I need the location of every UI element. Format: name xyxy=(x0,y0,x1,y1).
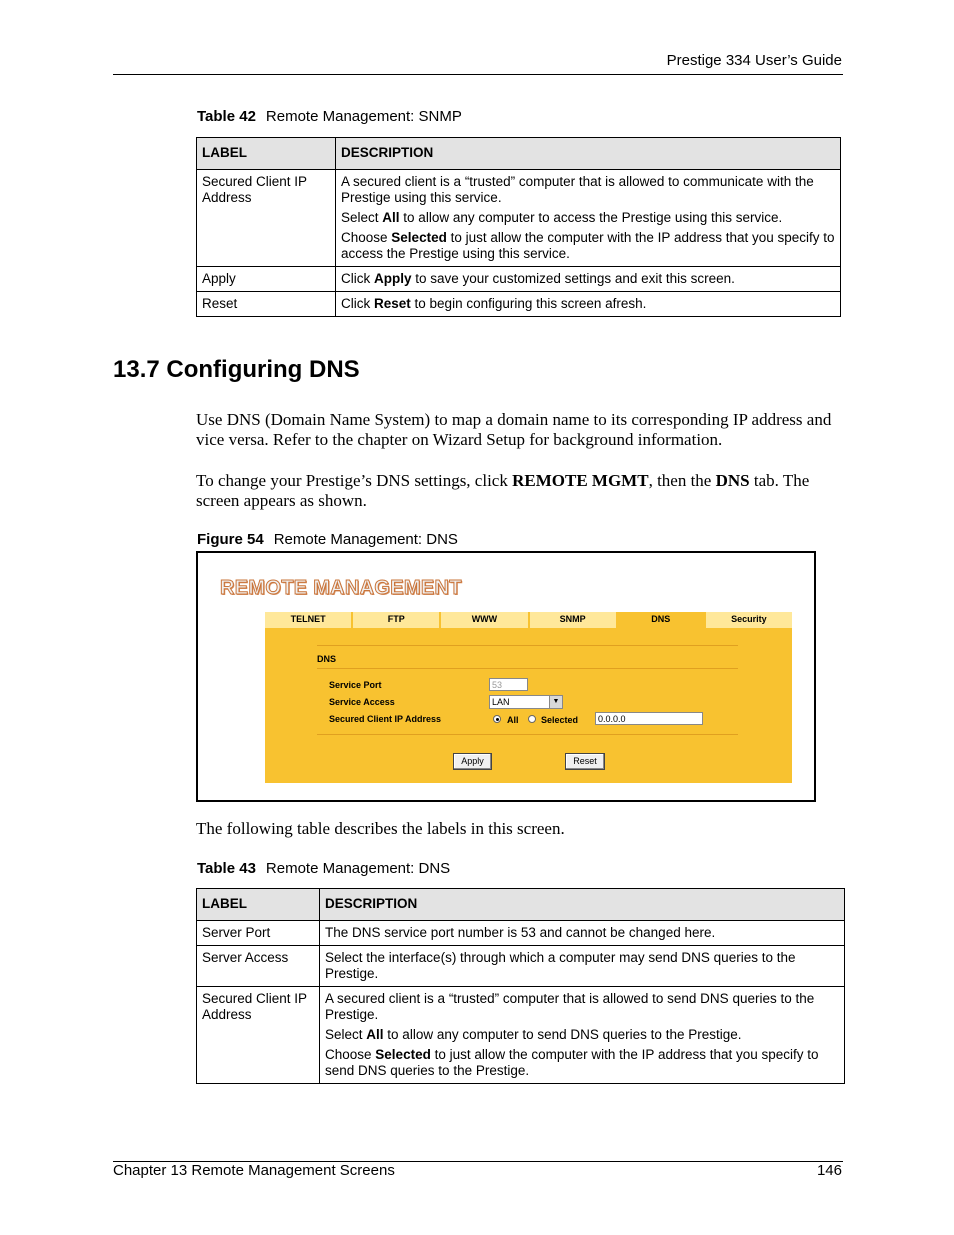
table-row xyxy=(197,946,845,987)
desc-paragraph: Select All to allow any computer to access the Prestige using this service. xyxy=(341,210,783,225)
intro-paragraph: Use DNS (Domain Name System) to map a domain name to its corresponding IP address and vice versa. Refer to the chapter on Wizard Setup for background information. xyxy=(196,410,832,449)
table-row xyxy=(197,987,845,1084)
table-row xyxy=(197,292,841,317)
remote-management-title: REMOTE MANAGEMENT xyxy=(220,577,462,599)
table-header-row xyxy=(197,889,845,921)
row-label: Apply xyxy=(197,267,336,292)
table-intro-paragraph: The following table describes the labels in this screen. xyxy=(196,819,565,838)
secured-client-ip-label: Secured Client IP Address xyxy=(329,714,442,724)
row-description xyxy=(336,170,841,267)
section-heading: 13.7 Configuring DNS xyxy=(113,356,360,383)
desc-paragraph: Choose Selected to just allow the computer with the IP address that you specify to send DNS queries to the Prestige. xyxy=(325,1047,819,1078)
caption-text: Remote Management: DNS xyxy=(273,531,458,548)
row-label: Reset xyxy=(197,292,336,317)
table-42 xyxy=(196,137,841,317)
row-description: Select the interface(s) through which a computer may send DNS queries to the Prestige. xyxy=(320,946,845,987)
figure-54-caption xyxy=(197,531,458,548)
column-header-description: DESCRIPTION xyxy=(336,138,841,170)
row-label: Server Access xyxy=(197,946,320,987)
caption-text: Remote Management: SNMP xyxy=(265,108,462,125)
dns-section-label: DNS xyxy=(317,654,337,664)
divider xyxy=(317,734,738,735)
divider xyxy=(317,645,738,646)
column-header-label: LABEL xyxy=(197,889,320,921)
footer-chapter: Chapter 13 Remote Management Screens xyxy=(113,1162,395,1179)
radio-selected-label: Selected xyxy=(541,715,579,725)
chevron-down-icon: ▼ xyxy=(549,696,562,708)
table-row xyxy=(197,921,845,946)
row-description xyxy=(320,987,845,1084)
tab-telnet[interactable]: TELNET xyxy=(265,612,353,628)
caption-number: Table 43 xyxy=(197,860,256,877)
divider xyxy=(317,668,738,669)
row-label: Server Port xyxy=(197,921,320,946)
desc-paragraph: A secured client is a “trusted” computer that is allowed to communicate with the Prestige using this service. xyxy=(341,174,814,205)
row-label: Secured Client IP Address xyxy=(197,170,336,267)
desc-paragraph: Select All to allow any computer to send DNS queries to the Prestige. xyxy=(325,1027,742,1042)
radio-all-label: All xyxy=(507,715,519,725)
tab-snmp[interactable]: SNMP xyxy=(530,612,618,628)
apply-button[interactable]: Apply xyxy=(453,753,492,770)
service-port-label: Service Port xyxy=(329,680,382,690)
selected-value: LAN xyxy=(492,697,510,707)
table-row xyxy=(197,267,841,292)
tab-security[interactable]: Security xyxy=(706,612,792,628)
service-port-field[interactable]: 53 xyxy=(489,678,528,691)
table-header-row xyxy=(197,138,841,170)
row-description: Click Apply to save your customized settings and exit this screen. xyxy=(336,267,841,292)
caption-text: Remote Management: DNS xyxy=(265,860,451,877)
page-number: 146 xyxy=(816,1162,842,1179)
service-access-label: Service Access xyxy=(329,697,395,707)
desc-paragraph: A secured client is a “trusted” computer that is allowed to send DNS queries to the Prestige. xyxy=(325,991,815,1022)
radio-all[interactable] xyxy=(493,715,501,723)
column-header-description: DESCRIPTION xyxy=(320,889,845,921)
caption-number: Table 42 xyxy=(197,108,256,125)
desc-paragraph: Choose Selected to just allow the computer with the IP address that you specify to access the Prestige using this service. xyxy=(341,230,835,261)
row-description: Click Reset to begin configuring this screen afresh. xyxy=(336,292,841,317)
column-header-label: LABEL xyxy=(197,138,336,170)
instructions-paragraph: To change your Prestige’s DNS settings, click REMOTE MGMT, then the DNS tab. The screen appears as shown. xyxy=(196,471,810,510)
row-description: The DNS service port number is 53 and cannot be changed here. xyxy=(320,921,845,946)
figure-54-screenshot xyxy=(196,551,816,802)
tab-dns[interactable]: DNS xyxy=(618,612,706,628)
radio-selected[interactable] xyxy=(528,715,536,723)
running-header: Prestige 334 User’s Guide xyxy=(666,52,842,69)
secured-ip-field[interactable]: 0.0.0.0 xyxy=(595,712,703,725)
service-access-select[interactable] xyxy=(489,695,563,709)
row-label: Secured Client IP Address xyxy=(197,987,320,1084)
header-rule xyxy=(113,74,843,75)
tab-bar xyxy=(265,612,792,628)
table-43 xyxy=(196,888,845,1084)
tab-www[interactable]: WWW xyxy=(441,612,529,628)
caption-number: Figure 54 xyxy=(197,531,264,548)
reset-button[interactable]: Reset xyxy=(565,753,605,770)
table-43-caption xyxy=(197,860,450,877)
tab-ftp[interactable]: FTP xyxy=(353,612,441,628)
table-row xyxy=(197,170,841,267)
table-42-caption xyxy=(197,108,462,125)
